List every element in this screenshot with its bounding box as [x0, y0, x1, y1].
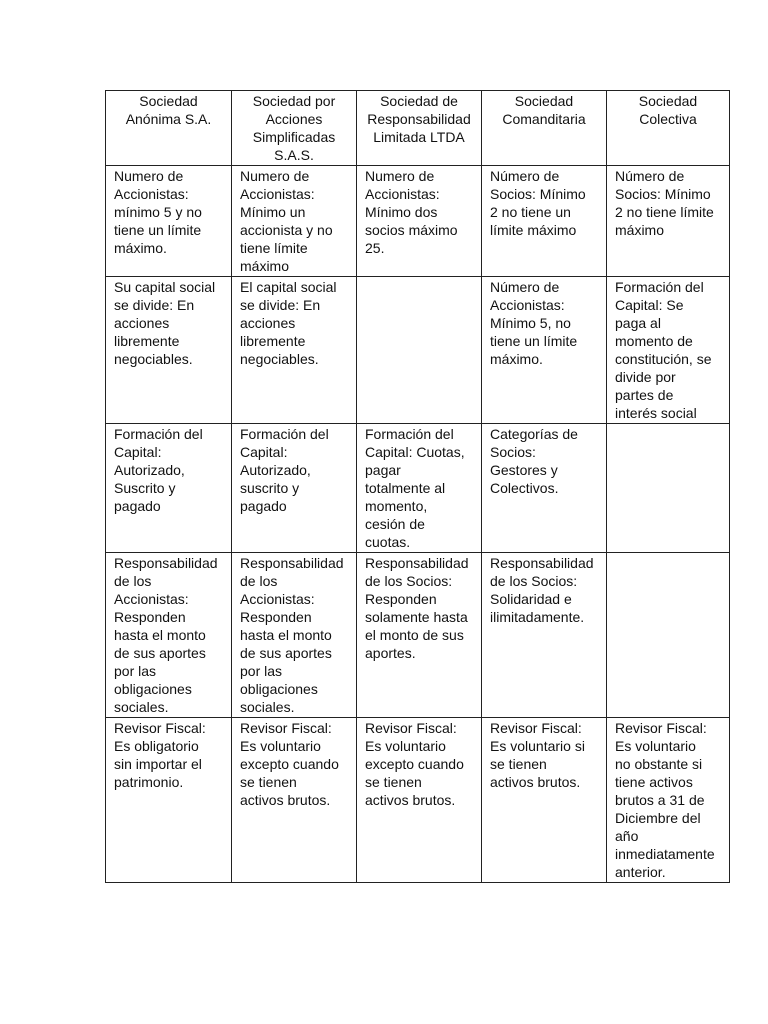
cell-text: Revisor Fiscal: Es voluntario no obstante si tiene activos brutos a 31 de Diciembre del año inmediatamente anterior. — [615, 720, 715, 880]
table-cell — [106, 553, 232, 718]
table-cell — [106, 166, 232, 277]
comparison-table — [105, 90, 730, 883]
table-row — [106, 424, 730, 553]
header-row — [106, 91, 730, 166]
cell-text: Categorías de Socios: Gestores y Colectivos. — [490, 426, 578, 496]
header-label: Sociedad de Responsabilidad Limitada LTDA — [367, 93, 471, 145]
table-cell — [232, 166, 357, 277]
cell-text: Número de Socios: Mínimo 2 no tiene un límite máximo — [490, 168, 586, 238]
table-cell — [357, 553, 482, 718]
header-comanditaria — [482, 91, 607, 166]
cell-text: Formación del Capital: Autorizado, suscrito y pagado — [240, 426, 329, 514]
table-row — [106, 553, 730, 718]
cell-text: Numero de Accionistas: Mínimo un accionista y no tiene límite máximo — [240, 168, 333, 274]
table-row — [106, 166, 730, 277]
table-cell — [607, 553, 730, 718]
header-colectiva — [607, 91, 730, 166]
table-cell — [232, 718, 357, 883]
table-cell — [357, 718, 482, 883]
header-label: Sociedad Comanditaria — [502, 93, 586, 127]
table-cell — [607, 718, 730, 883]
table-cell — [482, 277, 607, 424]
table-row — [106, 277, 730, 424]
cell-text: Formación del Capital: Cuotas, pagar totalmente al momento, cesión de cuotas. — [365, 426, 465, 550]
table-cell — [232, 424, 357, 553]
table-cell — [232, 553, 357, 718]
header-label: Sociedad Colectiva — [638, 93, 698, 127]
cell-text: Formación del Capital: Se paga al momento de constitución, se divide por partes de interés social — [615, 279, 712, 421]
cell-text: Responsabilidad de los Socios: Responden solamente hasta el monto de sus aportes. — [365, 555, 469, 661]
table-cell — [106, 277, 232, 424]
cell-text: El capital social se divide: En acciones libremente negociables. — [240, 279, 337, 367]
cell-text: Responsabilidad de los Accionistas: Responden hasta el monto de sus aportes por las obligaciones sociales. — [114, 555, 218, 715]
cell-text: Formación del Capital: Autorizado, Suscrito y pagado — [114, 426, 203, 514]
cell-text: Numero de Accionistas: Mínimo dos socios máximo 25. — [365, 168, 458, 256]
table-cell — [482, 553, 607, 718]
header-label: Sociedad Anónima S.A. — [125, 93, 212, 127]
cell-text: Revisor Fiscal: Es voluntario excepto cuando se tienen activos brutos. — [365, 720, 464, 808]
table-cell — [106, 718, 232, 883]
table-cell — [357, 277, 482, 424]
header-sas — [232, 91, 357, 166]
cell-text: Numero de Accionistas: mínimo 5 y no tiene un límite máximo. — [114, 168, 202, 256]
table-cell — [607, 277, 730, 424]
table-cell — [482, 166, 607, 277]
cell-text: Su capital social se divide: En acciones libremente negociables. — [114, 279, 216, 367]
cell-text: Revisor Fiscal: Es voluntario si se tienen activos brutos. — [490, 720, 585, 790]
header-label: Sociedad por Acciones Simplificadas S.A.S. — [252, 93, 336, 163]
table-cell — [482, 718, 607, 883]
table-cell — [106, 424, 232, 553]
cell-text: Número de Socios: Mínimo 2 no tiene límite máximo — [615, 168, 714, 238]
table-cell — [232, 277, 357, 424]
table-cell — [357, 424, 482, 553]
cell-text: Revisor Fiscal: Es obligatorio sin importar el patrimonio. — [114, 720, 206, 790]
cell-text: Número de Accionistas: Mínimo 5, no tiene un límite máximo. — [490, 279, 578, 367]
table-cell — [357, 166, 482, 277]
table-cell — [482, 424, 607, 553]
table-row — [106, 718, 730, 883]
cell-text: Revisor Fiscal: Es voluntario excepto cuando se tienen activos brutos. — [240, 720, 339, 808]
cell-text: Responsabilidad de los Socios: Solidaridad e ilimitadamente. — [490, 555, 594, 625]
table-cell — [607, 166, 730, 277]
cell-text: Responsabilidad de los Accionistas: Responden hasta el monto de sus aportes por las obligaciones sociales. — [240, 555, 344, 715]
header-ltda — [357, 91, 482, 166]
table-cell — [607, 424, 730, 553]
header-sa — [106, 91, 232, 166]
